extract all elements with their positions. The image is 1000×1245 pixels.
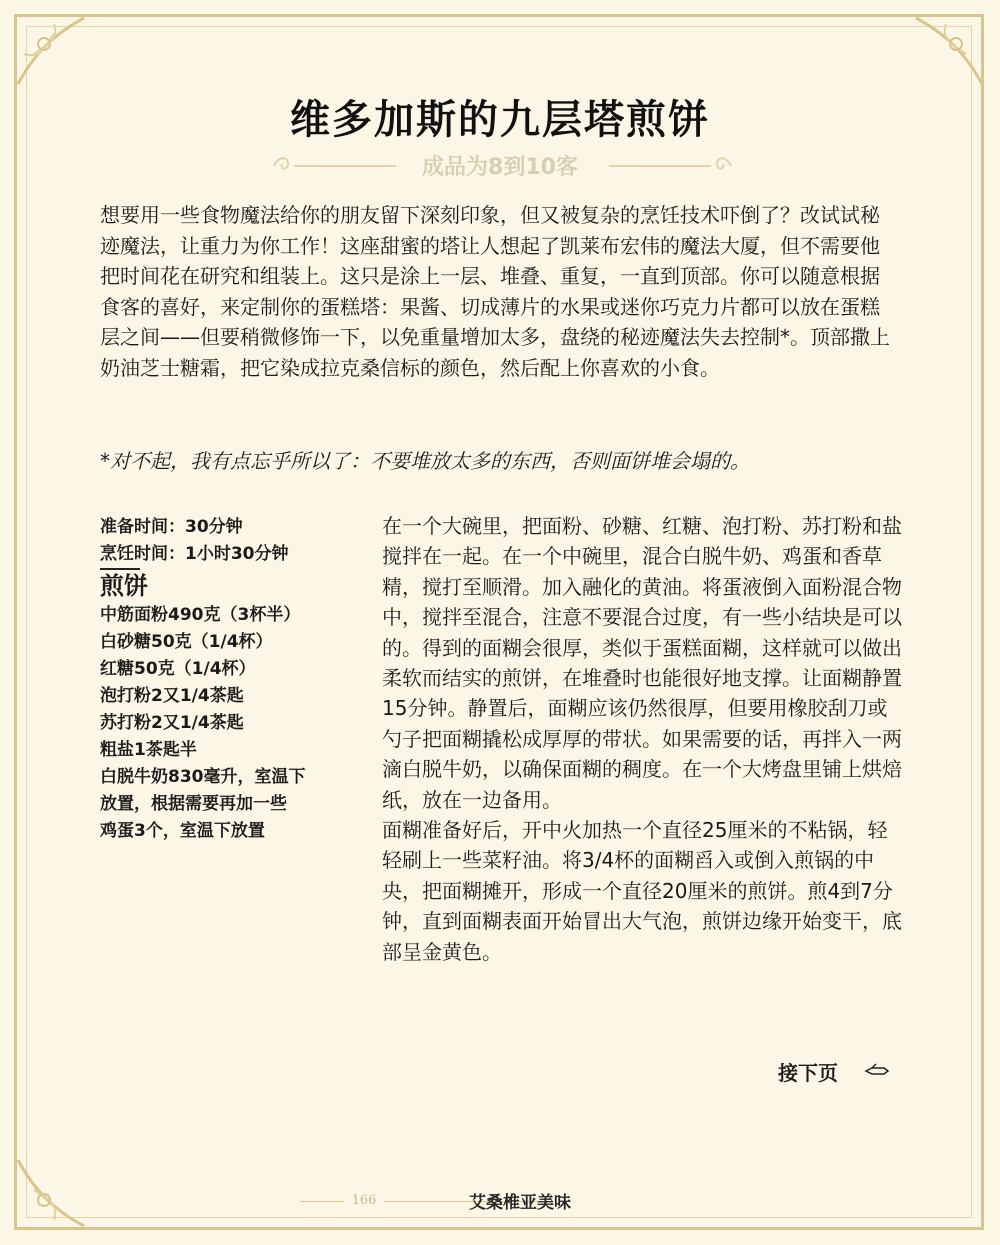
recipe-intro: 想要用一些食物魔法给你的朋友留下深刻印象，但又被复杂的烹饪技术吓倒了？改试试秘迹魔法，让重力为你工作！这座甜蜜的塔让人想起了凯莱布宏伟的魔法大厦，但不需要他把时间花在研究和组装上。这只是涂上一层、堆叠、重复，一直到顶部。你可以随意根据食客的喜好，来定制你的蛋糕塔：果酱、切成薄片的水果或迷你巧克力片都可以放在蛋糕层之间——但要稍微修饰一下，以免重量增加太多，盘绕的秘迹魔法失去控制*。顶部撒上奶油芝士糖霜，把它染成拉克桑信标的颜色，然后配上你喜欢的小食。 — [100, 203, 890, 380]
prep-time: 准备时间：30分钟 — [100, 517, 243, 537]
right-scroll-ornament-icon — [605, 154, 735, 178]
ingredient-item: 鸡蛋3个，室温下放置 — [100, 821, 265, 841]
corner-ornament-bottom-left-icon — [14, 1090, 154, 1230]
recipe-footnote: *对不起，我有点忘乎所以了：不要堆放太多的东西，否则面饼堆会塌的。 — [100, 449, 750, 473]
ingredient-item: 泡打粉2又1/4茶匙 — [100, 686, 244, 706]
book-title: 艾桑椎亚美味 — [469, 1193, 571, 1213]
pointing-hand-icon[interactable] — [864, 1062, 890, 1080]
ingredient-item: 中筋面粉490克（3杯半） — [100, 605, 301, 625]
ingredient-item: 红糖50克（1/4杯） — [100, 659, 256, 679]
recipe-sidebar — [100, 514, 315, 845]
ingredient-item: 白脱牛奶830毫升，室温下放置，根据需要再加一些 — [100, 767, 306, 814]
ingredient-item: 苏打粉2又1/4茶匙 — [100, 713, 244, 733]
step-paragraph: 面糊准备好后，开中火加热一个直径25厘米的不粘锅，轻轻刷上一些菜籽油。将3/4杯的面糊舀入或倒入煎锅的中央，把面糊摊开，形成一个直径20厘米的煎饼。煎4到7分钟，直到面糊表面开始冒出大气泡，煎饼边缘开始变干，底部呈金黄色。 — [382, 818, 902, 964]
recipe-title: 维多加斯的九层塔煎饼 — [290, 97, 710, 143]
recipe-steps — [382, 511, 907, 967]
ingredient-item: 粗盐1茶匙半 — [100, 740, 197, 760]
serves-label: 成品为8到10客 — [422, 155, 578, 180]
section-title: 煎饼 — [100, 572, 148, 600]
step-paragraph: 在一个大碗里，把面粉、砂糖、红糖、泡打粉、苏打粉和盐搅拌在一起。在一个中碗里，混合白脱牛奶、鸡蛋和香草精，搅打至顺滑。加入融化的黄油。将蛋液倒入面粉混合物中，搅拌至混合，注意不要混合过度，有一些小结块是可以的。得到的面糊会很厚，类似于蛋糕面糊，这样就可以做出柔软而结实的煎饼，在堆叠时也能很好地支撑。让面糊静置15分钟。静置后，面糊应该仍然很厚，但要用橡胶刮刀或勺子把面糊撬松成厚厚的带状。如果需要的话，再拌入一两滴白脱牛奶，以确保面糊的稠度。在一个大烤盘里铺上烘焙纸，放在一边备用。 — [382, 514, 902, 812]
serves-banner — [0, 148, 1000, 184]
ingredient-item: 白砂糖50克（1/4杯） — [100, 632, 273, 652]
cook-time: 烹饪时间：1小时30分钟 — [100, 544, 289, 564]
continue-label[interactable]: 接下页 — [778, 1061, 838, 1085]
page-number: 166 — [344, 1193, 384, 1208]
